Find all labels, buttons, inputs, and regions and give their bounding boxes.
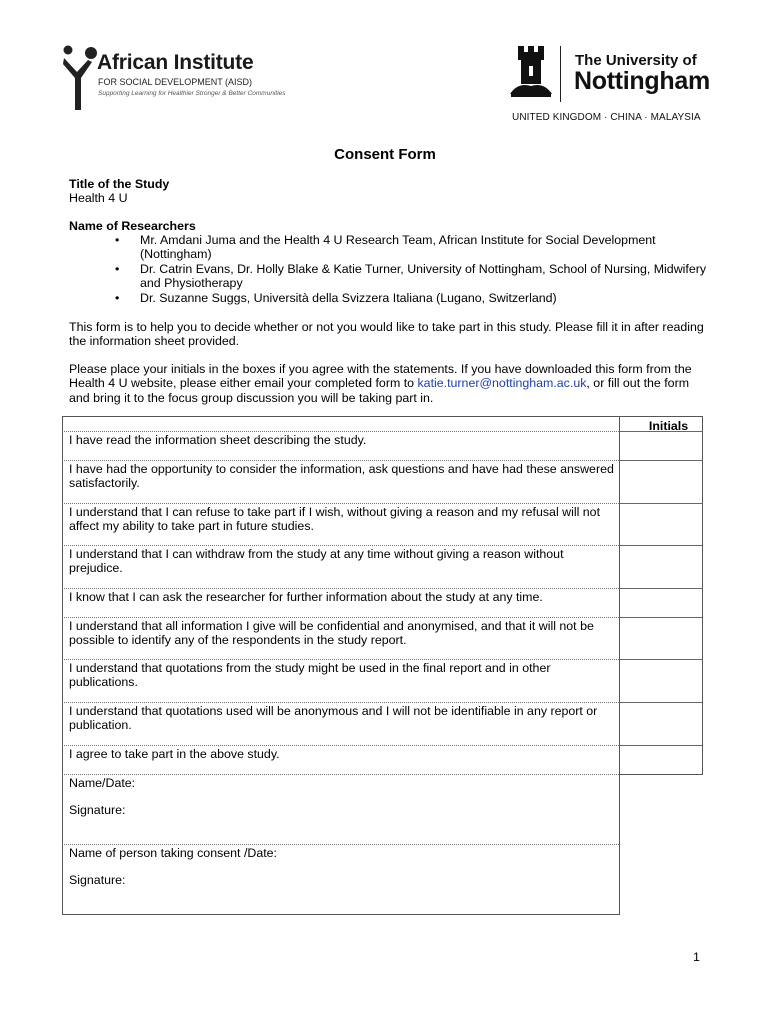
consent-row [62, 503, 619, 546]
consent-row [62, 588, 619, 618]
participant-name-date-label: Name/Date: [69, 776, 136, 790]
consenter-name-date-label: Name of person taking consent /Date: [69, 846, 278, 860]
researcher-item: • Mr. Amdani Juma and the Health 4 U Research Team, African Institute for Social Development (Nottingham) [115, 233, 656, 262]
researcher-item: • Dr. Catrin Evans, Dr. Holly Blake & Katie Turner, University of Nottingham, School of Nursing, Midwifery and Physiotherapy [115, 261, 707, 291]
logo-divider [560, 46, 561, 102]
bullet-icon: • [115, 290, 120, 305]
consent-row [62, 545, 619, 589]
researchers-label: Name of Researchers [69, 219, 196, 233]
researcher-item: • Dr. Suzanne Suggs, Università della Svizzera Italiana (Lugano, Switzerland) [115, 290, 557, 305]
page-title: Consent Form [334, 146, 436, 163]
university-logo-countries: UNITED KINGDOM · CHINA · MALAYSIA [512, 112, 701, 123]
bullet-icon: • [115, 233, 120, 247]
consent-statement: I understand that quotations used will be anonymous and I will not be identifiable in any report or publication. [69, 704, 598, 733]
initials-box[interactable] [619, 588, 703, 618]
initials-box[interactable] [619, 617, 703, 660]
consent-statement: I have read the information sheet describing the study. [69, 433, 367, 447]
consent-statement: I understand that all information I give will be confidential and anonymised, and that it will not be possible to identify any of the respondents in the study report. [69, 619, 594, 648]
consent-statement: I have had the opportunity to consider the information, ask questions and have had these answered satisfactorily. [69, 462, 614, 491]
initials-column-header: Initials [648, 419, 689, 433]
consent-statement: I understand that quotations from the study might be used in the final report and in other publications. [69, 661, 551, 690]
initials-box[interactable] [619, 745, 703, 775]
consent-row [62, 617, 619, 660]
consent-row [62, 460, 619, 504]
consent-table [62, 416, 703, 916]
university-logo-name: Nottingham [574, 67, 710, 95]
consent-statement: I understand that I can withdraw from the study at any time without giving a reason without prejudice. [69, 547, 564, 576]
nottingham-castle-icon [508, 46, 554, 100]
initials-box[interactable] [619, 431, 703, 461]
aisd-logo-tagline: Supporting Learning for Healthier Stronger & Better Communities [98, 90, 286, 97]
study-title-value: Health 4 U [69, 191, 128, 205]
intro-paragraph: This form is to help you to decide whether or not you would like to take part in this study. Please fill it in after reading the information sheet provided. [69, 320, 704, 349]
initials-box[interactable] [619, 503, 703, 546]
consent-statement: I agree to take part in the above study. [69, 747, 280, 761]
aisd-logo-subtitle: FOR SOCIAL DEVELOPMENT (AISD) [98, 77, 253, 87]
contact-email-link[interactable]: katie.turner@nottingham.ac.uk [417, 376, 587, 391]
study-title-label: Title of the Study [69, 177, 170, 191]
consent-row [62, 702, 619, 746]
consenter-signature-label: Signature: [69, 873, 126, 887]
page-number: 1 [693, 950, 700, 964]
initials-box[interactable] [619, 460, 703, 504]
instructions-paragraph: Please place your initials in the boxes if you agree with the statements. If you have downloaded this form from the Health 4 U website, please either email your completed form to katie.turner@nottingham.ac.uk, or fill out the form and bring it to the focus group discussion you will be taking part in. [69, 362, 692, 405]
consent-row [62, 745, 619, 775]
consent-row [62, 659, 619, 703]
researchers-list [115, 233, 715, 305]
consent-statement: I understand that I can refuse to take part if I wish, without giving a reason and my refusal will not affect my ability to take part in future studies. [69, 505, 601, 534]
initials-box[interactable] [619, 545, 703, 589]
aisd-logo-icon [62, 44, 98, 114]
university-logo-line1: The University of [575, 52, 697, 69]
participant-signature-label: Signature: [69, 803, 126, 817]
consenter-signature-block [62, 844, 619, 915]
initials-box[interactable] [619, 702, 703, 746]
initials-box[interactable] [619, 659, 703, 703]
bullet-icon: • [115, 261, 120, 276]
consent-row [62, 431, 619, 461]
consent-statement: I know that I can ask the researcher for further information about the study at any time. [69, 590, 543, 604]
aisd-logo-name: African Institute [97, 51, 254, 74]
participant-signature-block [62, 774, 619, 845]
